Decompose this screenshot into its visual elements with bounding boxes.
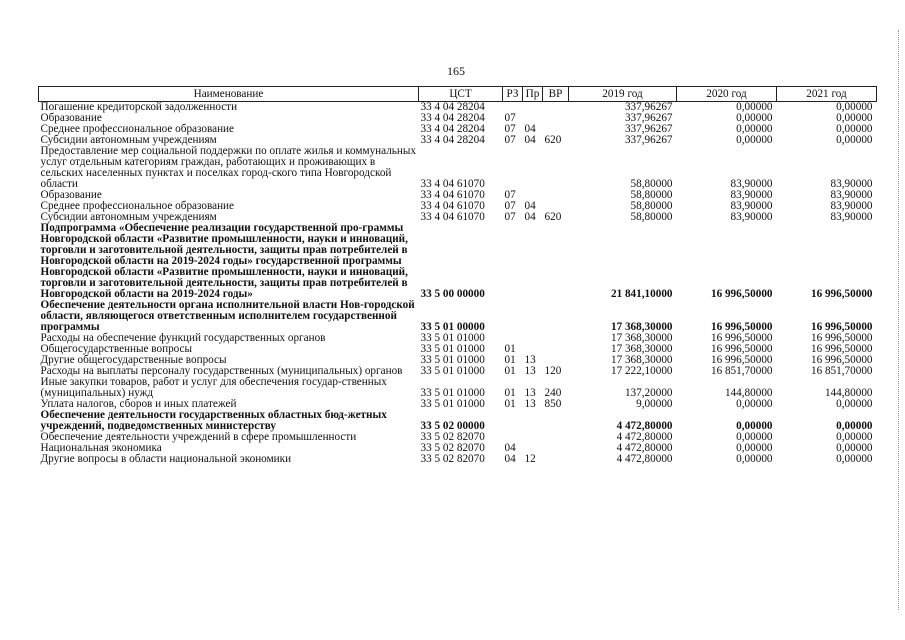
cell-pr xyxy=(523,300,543,333)
cell-rz: 01 xyxy=(504,365,516,377)
table-row xyxy=(39,223,877,300)
cell-y2019: 9,00000 xyxy=(636,398,673,410)
table-row xyxy=(39,410,877,432)
col-header-cst: ЦСТ xyxy=(419,87,503,102)
cell-cst: 33 4 04 61070 xyxy=(420,200,485,212)
cell-y2020: 83,90000 xyxy=(730,189,773,201)
col-header-name: Наименование xyxy=(39,87,419,102)
table-row xyxy=(39,146,877,190)
cell-y2020: 0,00000 xyxy=(736,112,773,124)
cell-y2020: 0,00000 xyxy=(736,123,773,135)
page-number: 165 xyxy=(447,64,465,78)
cell-y2021: 16 996,50000 xyxy=(810,321,873,333)
cell-y2019: 4 472,80000 xyxy=(616,442,673,454)
cell-y2019: 337,96267 xyxy=(624,101,673,113)
cell-y2020: 16 996,50000 xyxy=(710,343,773,355)
cell-cst: 33 5 01 01000 xyxy=(420,343,485,355)
cell-vr xyxy=(543,102,569,114)
cell-rz: 01 xyxy=(504,343,516,355)
cell-name: Предоставление мер социальной поддержки по оплате жилья и коммунальных услуг отдельным категориям граждан, работающих и проживающих в сельских населенных пунктах и поселках город-ского типа Новгородской области xyxy=(40,145,416,190)
cell-y2021: 0,00000 xyxy=(836,101,873,113)
cell-y2019: 4 472,80000 xyxy=(616,420,673,432)
cell-vr xyxy=(543,113,569,124)
cell-cst: 33 5 01 01000 xyxy=(420,354,485,366)
cell-name: Национальная экономика xyxy=(40,442,162,454)
cell-y2020: 16 851,70000 xyxy=(710,365,773,377)
cell-y2020: 0,00000 xyxy=(736,442,773,454)
cell-rz xyxy=(503,410,523,432)
cell-name: Субсидии автономным учреждениям xyxy=(40,134,217,146)
cell-y2020: 144,80000 xyxy=(724,387,773,399)
cell-rz: 01 xyxy=(504,398,516,410)
cell-y2021: 16 851,70000 xyxy=(810,365,873,377)
cell-y2021: 0,00000 xyxy=(836,442,873,454)
cell-name: Общегосударственные вопросы xyxy=(40,343,193,355)
cell-y2019: 337,96267 xyxy=(624,112,673,124)
cell-rz xyxy=(503,223,523,300)
cell-pr: 04 xyxy=(524,134,536,146)
cell-name: Уплата налогов, сборов и иных платежей xyxy=(40,398,237,410)
cell-pr: 13 xyxy=(524,387,536,399)
cell-cst: 33 4 04 61070 xyxy=(420,189,485,201)
cell-pr: 13 xyxy=(524,398,536,410)
cell-cst: 33 5 01 01000 xyxy=(420,332,485,344)
cell-vr xyxy=(543,333,569,344)
cell-cst: 33 4 04 28204 xyxy=(420,101,485,113)
cell-pr: 04 xyxy=(524,123,536,135)
cell-y2019: 337,96267 xyxy=(624,134,673,146)
cell-cst: 33 5 01 01000 xyxy=(420,398,485,410)
cell-vr xyxy=(543,190,569,201)
cell-cst: 33 4 04 61070 xyxy=(420,211,485,223)
cell-cst: 33 4 04 28204 xyxy=(420,134,485,146)
cell-vr: 620 xyxy=(544,211,562,223)
cell-y2020: 0,00000 xyxy=(736,101,773,113)
cell-y2021: 83,90000 xyxy=(830,189,873,201)
cell-rz: 04 xyxy=(504,442,516,454)
cell-cst: 33 5 01 01000 xyxy=(420,365,485,377)
cell-cst: 33 5 02 82070 xyxy=(420,431,485,443)
cell-cst: 33 5 02 82070 xyxy=(420,453,485,465)
col-header-2021: 2021 год xyxy=(777,87,877,102)
cell-pr: 04 xyxy=(524,200,536,212)
cell-name: Обеспечение деятельности органа исполнительной власти Нов-городской области, являющегося ответственным исполнителем государственной программы xyxy=(40,299,415,333)
cell-y2019: 58,80000 xyxy=(630,189,673,201)
cell-y2019: 17 222,10000 xyxy=(610,365,673,377)
cell-pr: 04 xyxy=(524,211,536,223)
cell-cst: 33 5 01 01000 xyxy=(420,387,485,399)
cell-y2021: 83,90000 xyxy=(830,211,873,223)
cell-pr xyxy=(523,223,543,300)
cell-pr xyxy=(523,146,543,190)
cell-rz: 07 xyxy=(504,112,516,124)
cell-y2020: 0,00000 xyxy=(736,134,773,146)
cell-cst: 33 5 00 00000 xyxy=(420,288,485,300)
cell-rz: 07 xyxy=(504,123,516,135)
cell-y2019: 337,96267 xyxy=(624,123,673,135)
cell-name: Субсидии автономным учреждениям xyxy=(40,211,217,223)
cell-rz: 04 xyxy=(504,453,516,465)
cell-y2019: 58,80000 xyxy=(630,211,673,223)
cell-vr xyxy=(543,223,569,300)
cell-y2020: 16 996,50000 xyxy=(710,332,773,344)
table-row xyxy=(39,377,877,399)
cell-name: Среднее профессиональное образование xyxy=(40,123,235,135)
cell-vr xyxy=(543,410,569,432)
cell-y2021: 0,00000 xyxy=(836,398,873,410)
cell-y2021: 16 996,50000 xyxy=(810,354,873,366)
cell-vr: 620 xyxy=(544,134,562,146)
cell-name: Образование xyxy=(40,189,102,201)
cell-rz: 07 xyxy=(504,134,516,146)
table-header-row xyxy=(39,87,877,102)
cell-pr xyxy=(523,333,543,344)
cell-pr xyxy=(523,410,543,432)
cell-y2020: 0,00000 xyxy=(736,453,773,465)
cell-name: Обеспечение деятельности государственных областных бюд-жетных учреждений, подведомственных министерству xyxy=(40,409,387,432)
cell-name: Образование xyxy=(40,112,102,124)
cell-vr xyxy=(543,300,569,333)
cell-name: Расходы на выплаты персоналу государственных (муниципальных) органов xyxy=(40,365,403,377)
col-header-pr: Пр xyxy=(523,87,543,102)
cell-y2021: 0,00000 xyxy=(836,112,873,124)
cell-rz xyxy=(503,146,523,190)
cell-y2019: 17 368,30000 xyxy=(610,321,673,333)
cell-y2021: 16 996,50000 xyxy=(810,332,873,344)
cell-y2020: 16 996,50000 xyxy=(710,288,773,300)
cell-y2021: 0,00000 xyxy=(836,431,873,443)
cell-name: Среднее профессиональное образование xyxy=(40,200,235,212)
cell-y2020: 0,00000 xyxy=(736,420,773,432)
cell-pr: 12 xyxy=(524,453,536,465)
budget-table xyxy=(38,86,877,465)
col-header-rz: РЗ xyxy=(503,87,523,102)
cell-name: Другие общегосударственные вопросы xyxy=(40,354,227,366)
cell-cst: 33 5 01 00000 xyxy=(420,321,485,333)
cell-vr xyxy=(543,344,569,355)
cell-pr: 13 xyxy=(524,365,536,377)
scan-edge xyxy=(898,30,905,610)
cell-name: Иные закупки товаров, работ и услуг для обеспечения государ-ственных (муниципальных) нужд xyxy=(40,376,387,399)
table-row xyxy=(39,454,877,465)
cell-cst: 33 5 02 00000 xyxy=(420,420,485,432)
cell-vr: 240 xyxy=(544,387,562,399)
col-header-2020: 2020 год xyxy=(677,87,777,102)
cell-y2020: 16 996,50000 xyxy=(710,321,773,333)
cell-vr: 850 xyxy=(544,398,562,410)
cell-y2020: 16 996,50000 xyxy=(710,354,773,366)
cell-y2020: 0,00000 xyxy=(736,431,773,443)
cell-vr xyxy=(543,443,569,454)
cell-vr xyxy=(543,432,569,443)
cell-y2021: 0,00000 xyxy=(836,453,873,465)
cell-pr xyxy=(523,432,543,443)
cell-vr xyxy=(543,146,569,190)
cell-rz: 07 xyxy=(504,200,516,212)
cell-name: Обеспечение деятельности учреждений в сфере промышленности xyxy=(40,431,357,443)
table-row xyxy=(39,300,877,333)
cell-cst: 33 5 02 82070 xyxy=(420,442,485,454)
cell-rz: 01 xyxy=(504,387,516,399)
cell-name: Погашение кредиторской задолженности xyxy=(40,101,238,113)
cell-name: Расходы на обеспечение функций государственных органов xyxy=(40,332,326,344)
cell-rz: 07 xyxy=(504,211,516,223)
cell-y2021: 0,00000 xyxy=(836,420,873,432)
cell-y2019: 17 368,30000 xyxy=(610,354,673,366)
cell-y2019: 17 368,30000 xyxy=(610,343,673,355)
cell-y2021: 144,80000 xyxy=(824,387,873,399)
cell-y2020: 83,90000 xyxy=(730,200,773,212)
cell-rz xyxy=(503,300,523,333)
cell-y2021: 0,00000 xyxy=(836,134,873,146)
cell-y2021: 83,90000 xyxy=(830,178,873,190)
cell-y2021: 16 996,50000 xyxy=(810,288,873,300)
cell-vr xyxy=(543,454,569,465)
cell-y2019: 137,20000 xyxy=(624,387,673,399)
cell-rz: 07 xyxy=(504,189,516,201)
cell-y2019: 17 368,30000 xyxy=(610,332,673,344)
col-header-2019: 2019 год xyxy=(569,87,677,102)
cell-cst: 33 4 04 61070 xyxy=(420,178,485,190)
cell-y2021: 83,90000 xyxy=(830,200,873,212)
cell-y2021: 0,00000 xyxy=(836,123,873,135)
cell-name: Другие вопросы в области национальной экономики xyxy=(40,453,292,465)
cell-rz: 01 xyxy=(504,354,516,366)
cell-y2020: 83,90000 xyxy=(730,178,773,190)
cell-vr: 120 xyxy=(544,365,562,377)
cell-name: Подпрограмма «Обеспечение реализации государственной про-граммы Новгородской области «Развитие промышленности, науки и инноваций, торговли и заготовительной деятельности, защиты прав потребителей в Новгородской области на 2019-2024 годы» государственной программы Новгородской области «Развитие промышленности, науки и инноваций, торговли и заготовительной деятельности, защиты прав потребителей в Новгородской области на 2019-2024 годы» xyxy=(40,222,408,300)
cell-pr xyxy=(523,102,543,114)
cell-pr: 13 xyxy=(524,354,536,366)
cell-y2020: 83,90000 xyxy=(730,211,773,223)
cell-cst: 33 4 04 28204 xyxy=(420,123,485,135)
cell-y2020: 0,00000 xyxy=(736,398,773,410)
cell-y2019: 4 472,80000 xyxy=(616,431,673,443)
cell-y2019: 4 472,80000 xyxy=(616,453,673,465)
cell-y2021: 16 996,50000 xyxy=(810,343,873,355)
cell-y2019: 58,80000 xyxy=(630,178,673,190)
col-header-vr: ВР xyxy=(543,87,569,102)
cell-y2019: 58,80000 xyxy=(630,200,673,212)
cell-cst: 33 4 04 28204 xyxy=(420,112,485,124)
cell-y2019: 21 841,10000 xyxy=(610,288,673,300)
